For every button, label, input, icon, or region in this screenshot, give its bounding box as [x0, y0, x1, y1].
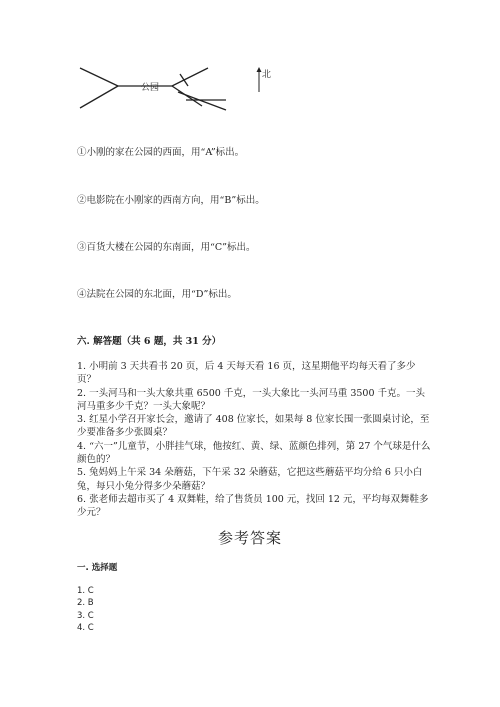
answer-item: 4. C: [77, 622, 94, 633]
choice-section-title: 一. 选择题: [77, 563, 118, 573]
answer-item: 3. C: [77, 610, 94, 621]
road-line: [80, 86, 118, 108]
direction-item-a: ①小刚的家在公园的西面，用“A”标出。: [77, 147, 245, 158]
direction-item-d: ④法院在公园的东北面，用“D”标出。: [77, 289, 237, 300]
road-line: [178, 92, 226, 110]
problem-item: 3. 红星小学召开家长会，邀请了 408 位家长，如果每 8 位家长围一张圆桌讨论，至少要准备多少张圆桌？: [77, 414, 430, 439]
problem-item: 6. 张老师去超市买了 4 双舞鞋，给了售货员 100 元，找回 12 元，平均每双舞鞋多少元？: [77, 493, 429, 519]
problem-item: 5. 兔妈妈上午采 34 朵蘑菇，下午采 32 朵蘑菇，它把这些蘑菇平均分给 6 只小白兔，每只小兔分得多少朵蘑菇？: [77, 467, 423, 492]
road-line: [180, 74, 188, 86]
problem-item: 4. “六一”儿童节，小胖挂气球，他按红、黄、绿、蓝颜色排列，第 27 个气球是什么颜色的？: [77, 440, 431, 466]
direction-item-b: ②电影院在小刚家的西南方向，用“B”标出。: [77, 195, 265, 206]
direction-item-c: ③百货大楼在公园的东南面，用“C”标出。: [77, 242, 256, 253]
road-line: [80, 68, 118, 86]
section-title: 六. 解答题（共 6 题，共 31 分）: [77, 336, 222, 347]
problem-item: 1. 小明前 3 天共看书 20 页，后 4 天每天看 16 页，这星期他平均每天看了多少页？: [77, 361, 416, 386]
answer-item: 1. C: [77, 586, 94, 596]
problem-item: 2. 一头河马和一头大象共重 6500 千克，一头大象比一头河马重 3500 千克。一头河马重多少千克？一头大象呢？: [77, 387, 426, 412]
map-diagram: [72, 60, 292, 125]
road-line: [172, 68, 208, 86]
answer-item: 2. B: [77, 598, 94, 609]
north-arrow-head: [257, 67, 262, 72]
answer-key-title: 参考答案: [217, 529, 282, 547]
north-label: 北: [262, 70, 272, 80]
park-label: 公园: [141, 83, 160, 93]
problem-list: [77, 360, 432, 520]
answer-list: [77, 585, 94, 634]
